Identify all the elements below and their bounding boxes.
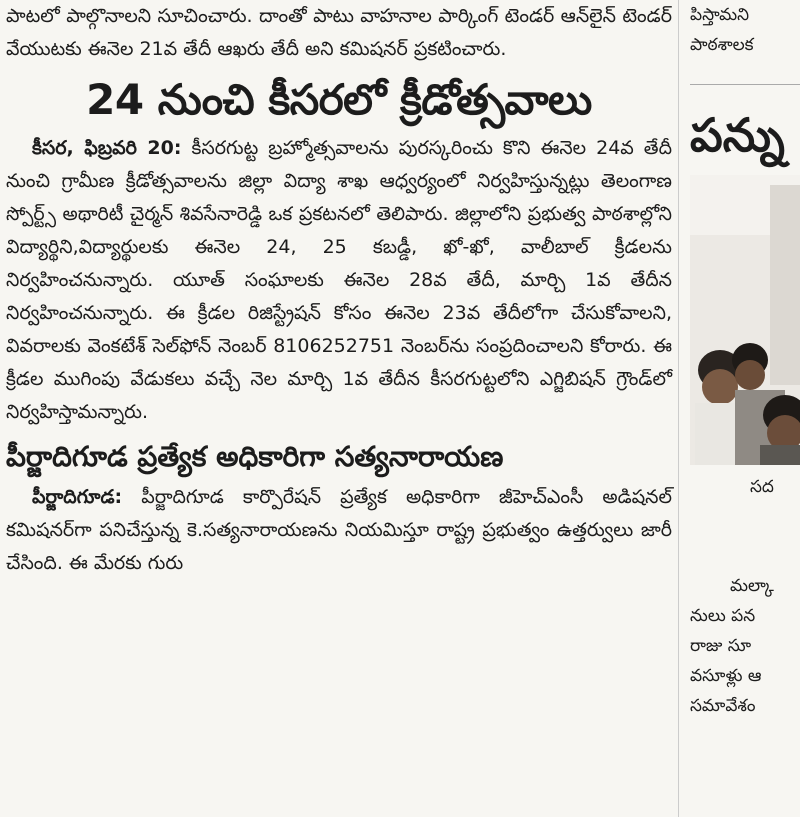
story-peerzadiguda-body: పీర్జాదిగూడ కార్పొరేషన్ ప్రత్యేక అధికారిగా జీహెచ్ఎంసీ అడిషనల్ కమిషనర్‌గా పనిచేస్తున్న కె.సత్యనారాయణను నియమిస్తూ రాష్ట్ర ప్రభుత్వం ఉత్తర్వులు జారీ చేసింది. ఈ మేరకు గురు xyxy=(6,486,672,574)
section-rule xyxy=(690,84,800,85)
adjacent-text-line: పాఠశాలక xyxy=(690,35,754,55)
adjacent-body-line: నులు పన xyxy=(690,606,756,626)
story-kesara-body: కీసరగుట్ట బ్రహ్మోత్సవాలను పురస్కరించు కొని ఈనెల 24వ తేదీ నుంచి గ్రామీణ క్రీడోత్సవాలను జిల్లా విద్యా శాఖ ఆధ్వర్యంలో నిర్వహిస్తున్నట్లు తెలంగాణ స్పోర్ట్స్ అథారిటీ చైర్మన్ శివసేనారెడ్డి ఒక ప్రకటనలో తెలిపారు. జిల్లాలోని ప్రభుత్వ పాఠశాల్లోని విద్యార్థిని,విద్యార్థులకు ఈనెల 24, 25 కబడ్డీ, ఖో-ఖో, వాలీబాల్ క్రీడలను నిర్వహించనున్నారు. యూత్ సంఘాలకు ఈనెల 28వ తేదీ, మార్చి 1వ తేదీన నిర్వహించనున్నారు. ఈ క్రీడల రిజిస్ట్రేషన్ కోసం ఈనెల 23వ తేదీలోగా చేసుకోవాలని, వివరాలకు వెంకటేశ్ సెల్‌ఫోన్ నెంబర్ 8106252751 నెంబర్‌ను సంప్రదించాలని కోరారు. ఈ క్రీడల ముగింపు వేడుకలు వచ్చే నెల మార్చి 1వ తేదీన కీసరగుట్టలోని ఎగ్జిబిషన్ గ్రౌండ్‌లో నిర్వహిస్తామన్నారు. xyxy=(6,137,672,423)
adjacent-column xyxy=(690,0,800,817)
continued-paragraph: పాటలో పాల్గొనాలని సూచించారు. దాంతో పాటు వాహనాల పార్కింగ్ టెండర్ ఆన్‌లైన్ టెండర్ వేయుటకు ఈనెల 21వ తేదీ ఆఖరు తేదీ అని కమిషనర్ ప్రకటించారు. xyxy=(6,5,672,60)
story-peerzadiguda xyxy=(6,481,672,580)
adjacent-body-line: వసూళ్లు ఆ xyxy=(690,666,762,686)
column-divider xyxy=(678,0,679,817)
main-article-column xyxy=(6,0,672,817)
adjacent-body-line: మల్కా xyxy=(730,576,774,596)
news-photo xyxy=(690,175,800,465)
adjacent-body-line: సమావేశం xyxy=(690,696,756,716)
story-kesara xyxy=(6,132,672,429)
dateline-peerzadiguda: పీర్జాదిగూడ: xyxy=(32,486,123,508)
headline-peerzadiguda: పీర్జాదిగూడ ప్రత్యేక అధికారిగా సత్యనారాయణ xyxy=(6,440,504,473)
headline-kesara-sports: 24 నుంచి కీసరలో క్రీడోత్సవాలు xyxy=(86,75,592,124)
photo-people-meeting xyxy=(690,175,800,465)
adjacent-body-line: రాజు సూ xyxy=(690,636,752,656)
dateline-kesara: కీసర, ఫిబ్రవరి 20: xyxy=(32,137,182,159)
photo-caption: సద xyxy=(750,477,774,497)
adjacent-text-line: పిస్తామని xyxy=(690,5,750,25)
adjacent-headline: పన్ను xyxy=(690,108,785,162)
